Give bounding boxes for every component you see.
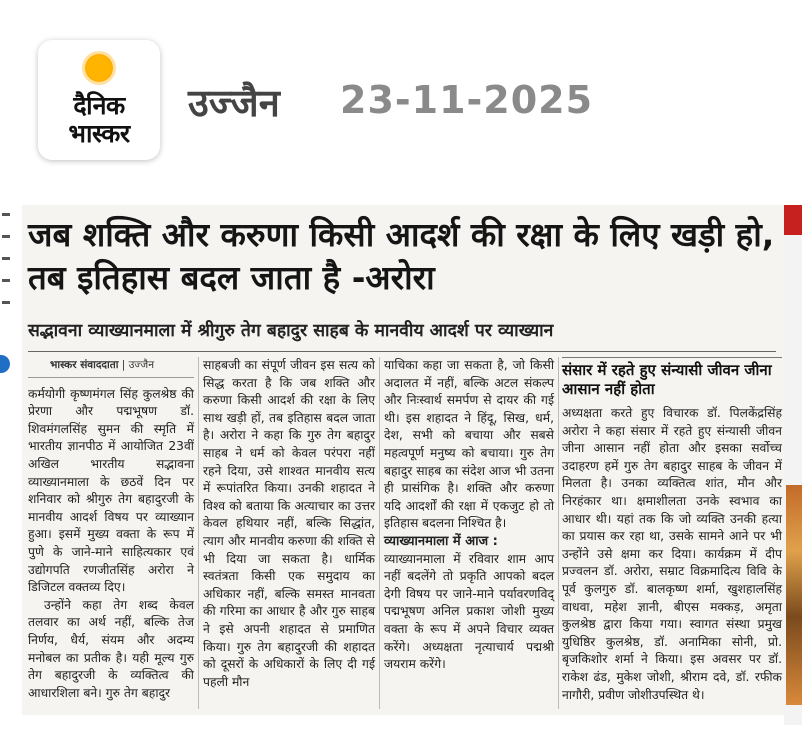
paragraph: अध्यक्षता करते हुए विचारक डॉ. पिलकेंद्रसिंह अरोरा ने कहा संसार में रहते हुए संन्यासी जीवन जीना आसान नहीं होता और इसका सर्वोच्च उदाहरण हमें गुरु तेग बहादुर साहब के जीवन में मिलता है। उनका व्यक्तित्व शांत, मौन और निरहंकार था। क्षमाशीलता उनके स्वभाव का आधार थी। यहां तक कि जो व्यक्ति उनकी हत्या का प्रयास कर रहा था, उसके सामने आने पर भी उन्होंने उसे क्षमा कर दिया। कार्यक्रम में दीप प्रज्वलन डॉ. अरोरा, सम्राट विक्रमादित्य विवि के पूर्व कुलगुरु डॉ. बालकृष्ण शर्मा, खुशहालसिंह वाधवा, महेश ज्ञानी, बीएस मक्कड़, अमृता कुलश्रेष्ठ द्वारा किया गया। स्वागत संस्था प्रमुख युधिष्ठिर कुलश्रेष्ठ, डॉ. अनामिका सोनी, प्रो. बृजकिशोर शर्मा ने किया। इस अवसर पर डॉ. राकेश ढंड, मुकेश जोशी, श्रीराम दवे, डॉ. रफीक नागौरी, प्रवीण जोशीउपस्थित थे। (562, 406, 782, 702)
byline-source: भास्कर संवाददाता (50, 359, 119, 371)
divider (28, 351, 776, 352)
paragraph: याचिका कहा जा सकता है, जो किसी अदालत में नहीं, बल्कि अटल संकल्प और निःस्वार्थ समर्पण से दायर की गई थी। इस शहादत ने हिंदू, सिख, धर्म, देश, सभी को बचाया और सबसे महत्वपूर्ण मनुष्य को बचाया। गुरु तेग बहादुर साहब का संदेश आज भी उतना ही प्रासंगिक है। शक्ति और करुणा यदि आदर्शों की रक्षा में एकजुट हो तो इतिहास बदलना निश्चित है। (384, 358, 554, 531)
section-heading: व्याख्यानमाला में आज : (384, 533, 498, 549)
byline-city: उज्जैन (128, 359, 155, 371)
adjacent-article-edge-right (784, 205, 802, 725)
column-divider (198, 357, 199, 709)
article-headline: जब शक्ति और करुणा किसी आदर्श की रक्षा के लिए खड़ी हो, तब इतिहास बदल जाता है -अरोरा (28, 215, 775, 297)
newspaper-logo (38, 40, 160, 160)
article-column-4 (562, 357, 782, 704)
column-divider (558, 357, 559, 709)
news-clipping (22, 205, 784, 715)
byline: भास्कर संवाददाता | उज्जैन (28, 357, 194, 378)
paragraph: उन्होंने कहा तेग शब्द केवल तलवार का अर्थ नहीं, बल्कि तेज निर्णय, धैर्य, संयम और अदम्य मनोबल का प्रतीक है। यही मूल्य गुरु तेग बहादुरजी के व्यक्तित्व की आधारशिला बने। गुरु तेग बहादुर (28, 597, 194, 700)
article-subheadline: सद्भावना व्याख्यानमाला में श्रीगुरु तेग बहादुर साहब के मानवीय आदर्श पर व्याख्यान (28, 321, 554, 341)
paragraph: साहबजी का संपूर्ण जीवन इस सत्य को सिद्ध करता है कि जब शक्ति और करुणा किसी आदर्श की रक्षा के लिए साथ खड़ी हों, तब इतिहास बदल जाता है। अरोरा ने कहा कि गुरु तेग बहादुर साहब ने धर्म को केवल परंपरा नहीं रहने दिया, उसे शाश्वत मानवीय सत्य में रूपांतरित किया। उनकी शहादत ने विश्व को बताया कि अत्याचार का उत्तर केवल हथियार नहीं, बल्कि सिद्धांत, त्याग और मानवीय करुणा की शक्ति से भी दिया जा सकता है। धार्मिक स्वतंत्रता किसी एक समुदाय का अधिकार नहीं, बल्कि समस्त मानवता की गरिमा का आधार है और गुरु साहब ने इसे अपनी शहादत से प्रमाणित किया। गुरु तेग बहादुरजी की शहादत को दूसरों के अधिकारों के लिए दी गई पहली मौन (203, 358, 375, 689)
column-divider (379, 357, 380, 709)
blue-dot-icon (0, 355, 10, 373)
article-column-3 (384, 357, 554, 674)
article-column-2 (203, 357, 375, 691)
sun-logo-icon (85, 54, 113, 82)
logo-line-1: दैनिक (73, 91, 125, 120)
paragraph: कर्मयोगी कृष्णमंगल सिंह कुलश्रेष्ठ की प्रेरणा और पद्मभूषण डॉ. शिवमंगलसिंह सुमन की स्मृति में भारतीय ज्ञानपीठ में आयोजित 23वीं अखिल भारतीय सद्भावना व्याख्यानमाला के छठवें दिन पर शनिवार को श्रीगुरु तेग बहादुरजी के मानवीय आदर्श विषय पर व्याख्यान हुआ। इसमें मुख्य वक्ता के रूप में पुणे के जाने-माने साहित्यकार एवं उद्योगपति रणजीतसिंह अरोरा ने डिजिटल वक्तव्य दिए। (28, 386, 194, 595)
adjacent-photo (786, 485, 802, 705)
edition-city: उज्जैन (188, 81, 280, 125)
paragraph: व्याख्यानमाला में रविवार शाम आप नहीं बदलेंगे तो प्रकृति आपको बदल देगी विषय पर जाने-माने पर्यावरणविद् पद्मभूषण अनिल प्रकाश जोशी मुख्य वक्ता के रूप में अपने विचार व्यक्त करेंगे। अध्यक्षता नृत्याचार्य पद्मश्री जयराम करेंगे। (384, 551, 554, 672)
edition-date: 23-11-2025 (340, 78, 594, 122)
adjacent-article-edge-left (0, 195, 18, 715)
box-heading: संसार में रहते हुए संन्यासी जीवन जीना आसान नहीं होता (562, 357, 782, 399)
article-column-1 (28, 357, 194, 702)
logo-line-2: भास्कर (68, 119, 130, 148)
